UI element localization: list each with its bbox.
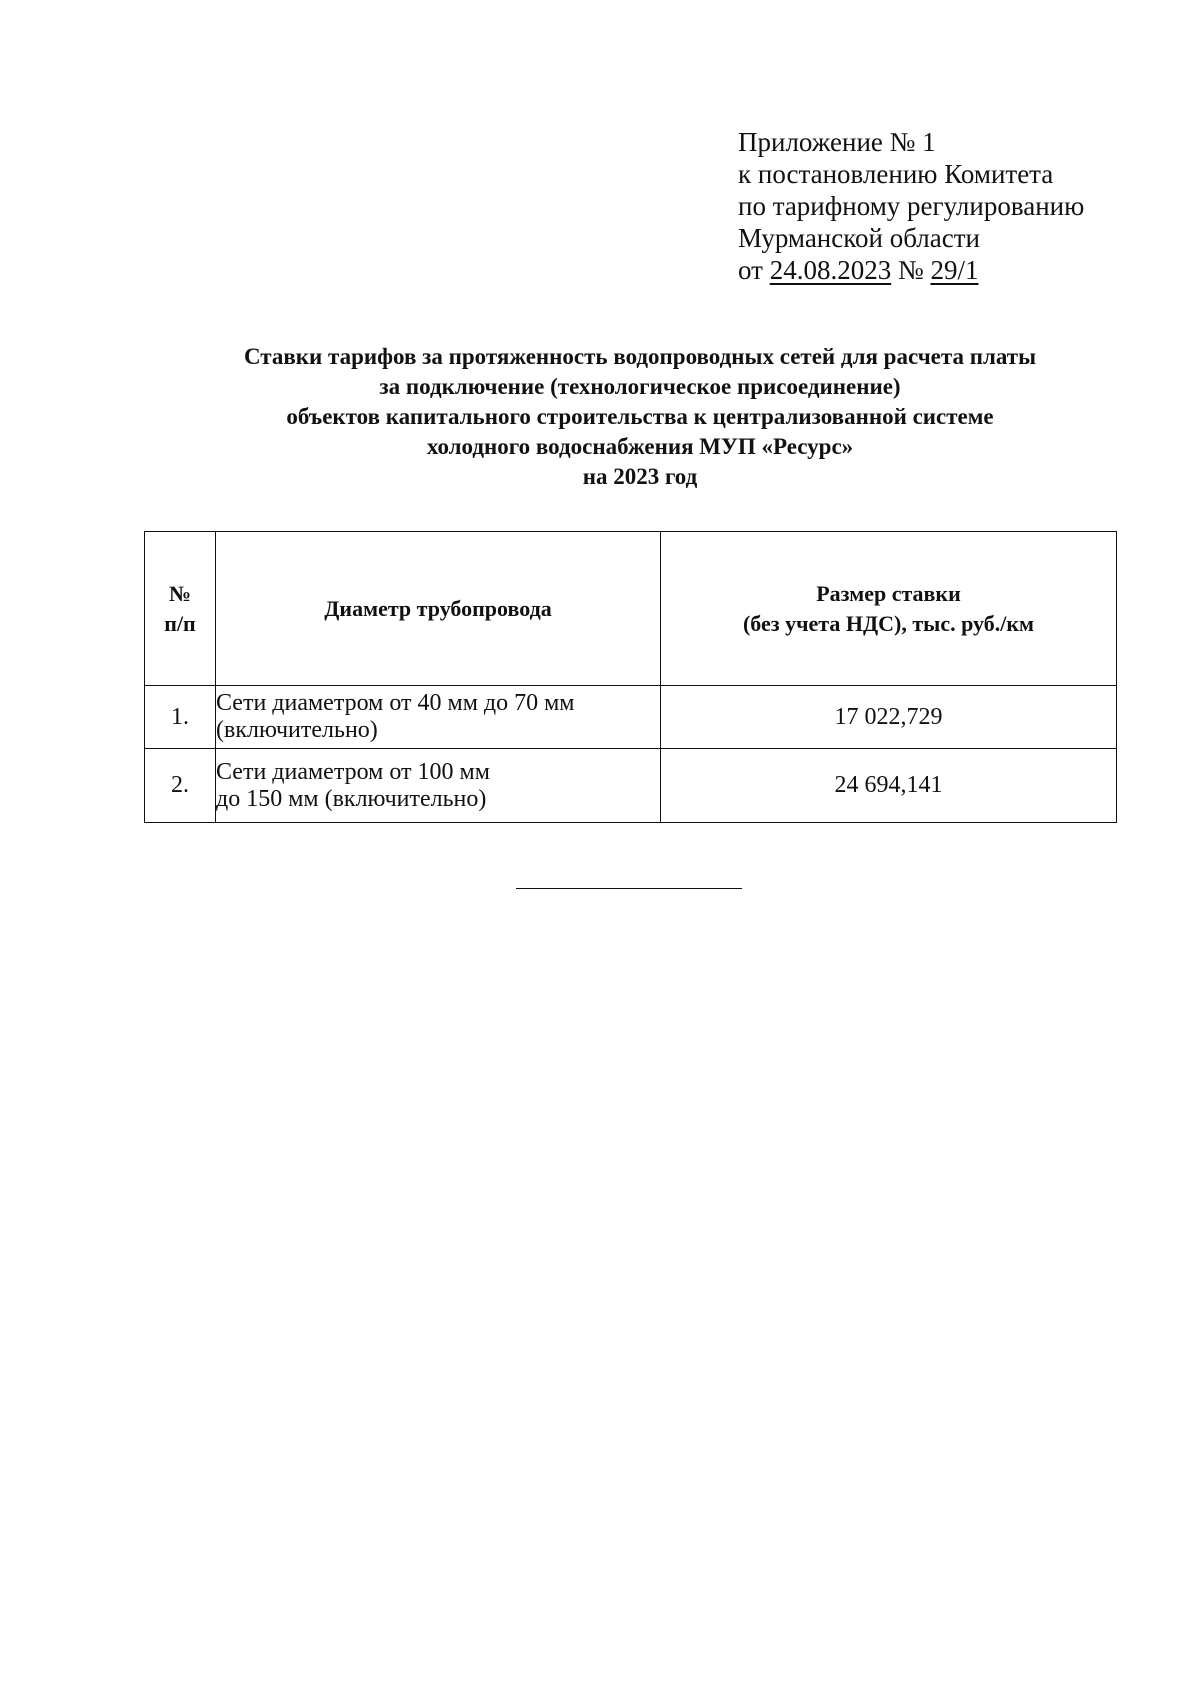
header-number-line-1: № (168, 580, 192, 606)
title-line-5: на 2023 год (582, 464, 698, 489)
header-number-line-2: п/п (164, 610, 196, 636)
row-rate: 24 694,141 (661, 749, 1117, 823)
tariff-rates-table (144, 531, 1117, 823)
row-diameter-line-2: (включительно) (216, 717, 378, 743)
row-number: 2. (145, 749, 216, 823)
appendix-line-1: Приложение № 1 (738, 127, 936, 157)
appendix-line-4: Мурманской области (738, 223, 980, 253)
row-diameter-line-1: Сети диаметром от 40 мм до 70 мм (216, 690, 575, 716)
row-rate: 17 022,729 (661, 686, 1117, 749)
appendix-line-3: по тарифному регулированию (738, 191, 1085, 221)
title-line-4: холодного водоснабжения МУП «Ресурс» (426, 434, 854, 459)
number-prefix: № (891, 255, 931, 285)
header-rate-line-1: Размер ставки (816, 580, 961, 606)
separator-line (516, 888, 742, 889)
row-number: 1. (145, 686, 216, 749)
header-diameter: Диаметр трубопровода (216, 532, 661, 686)
date-prefix: от (738, 255, 770, 285)
row-diameter-line-1: Сети диаметром от 100 мм (216, 758, 490, 785)
row-diameter (216, 686, 661, 749)
title-line-1: Ставки тарифов за протяженность водопроводных сетей для расчета платы (243, 344, 1037, 369)
header-number (145, 532, 216, 686)
header-rate (661, 532, 1117, 686)
title-line-2: за подключение (технологическое присоединение) (379, 374, 901, 399)
table-header-row (145, 532, 1117, 686)
header-rate-line-2: (без учета НДС), тыс. руб./км (742, 610, 1035, 636)
decree-number: 29/1 (930, 255, 979, 285)
appendix-block (738, 126, 1084, 286)
table-row (145, 686, 1117, 749)
appendix-line-2: к постановлению Комитета (738, 159, 1054, 189)
row-diameter (216, 749, 661, 823)
title-line-3: объектов капитального строительства к централизованной системе (286, 404, 994, 429)
document-title (100, 342, 1180, 492)
table-row (145, 749, 1117, 823)
row-diameter-line-2: до 150 мм (включительно) (216, 785, 487, 812)
appendix-line-5 (738, 254, 1084, 286)
decree-date: 24.08.2023 (769, 255, 892, 285)
